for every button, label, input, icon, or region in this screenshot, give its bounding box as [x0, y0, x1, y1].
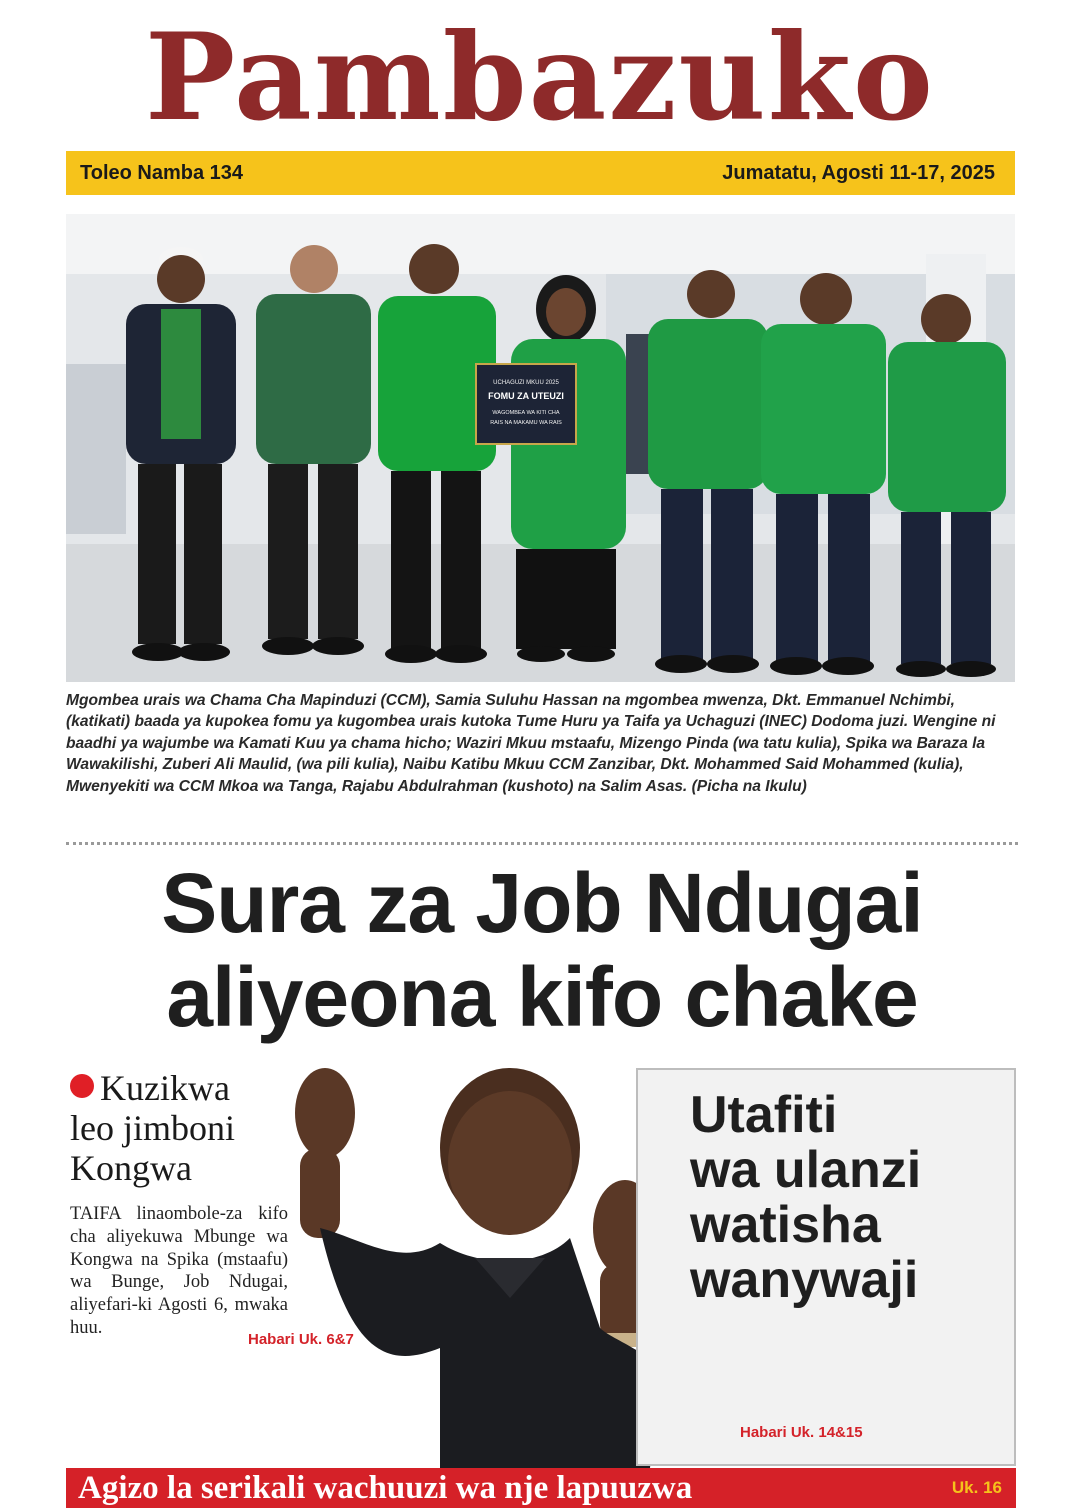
- subhead-line-1: Kuzikwa: [100, 1068, 230, 1108]
- subhead-line-2: leo jimboni: [70, 1108, 235, 1148]
- waving-man-illustration: [280, 1038, 690, 1468]
- story-page-ref: Habari Uk. 6&7: [248, 1331, 354, 1348]
- box-line-3: WAGOMBEA WA KITI CHA: [492, 410, 560, 416]
- issue-date: Jumatatu, Agosti 11-17, 2025: [722, 162, 995, 184]
- side-headline-line-4: wanywaji: [690, 1251, 919, 1309]
- bottom-headline-bar: [66, 1468, 1016, 1508]
- issue-number: Toleo Namba 134: [80, 162, 244, 184]
- subhead-line-3: Kongwa: [70, 1148, 192, 1188]
- side-headline-line-2: wa ulanzi: [690, 1141, 922, 1199]
- group-photo-illustration: [66, 214, 1015, 682]
- headline-line-1: Sura za Job Ndugai: [161, 856, 923, 950]
- side-headline-line-1: Utafiti: [690, 1086, 838, 1144]
- bottom-headline-page-ref: Uk. 16: [951, 1478, 1002, 1497]
- box-line-4: RAIS NA MAKAMU WA RAIS: [490, 420, 562, 426]
- masthead: [0, 7, 1080, 148]
- ndugai-photo: [280, 1038, 690, 1468]
- box-line-2: FOMU ZA UTEUZI: [488, 391, 564, 401]
- nomination-box: [476, 364, 576, 444]
- issue-info-bar: [66, 151, 1015, 195]
- story-body: TAIFA linaombole-za kifo cha aliyekuwa Mbunge wa Kongwa na Spika (mstaafu) wa Bunge, Job Ndugai, aliyefari-ki Agosti 6, mwaka huu.: [70, 1204, 288, 1338]
- bottom-headline: Agizo la serikali wachuuzi wa nje lapuuzwa: [78, 1470, 693, 1506]
- side-story-headline: [690, 1088, 1010, 1308]
- red-bullet-icon: [70, 1074, 94, 1098]
- side-story-page-ref: Habari Uk. 14&15: [740, 1424, 863, 1441]
- photo-caption: Mgombea urais wa Chama Cha Mapinduzi (CCM), Samia Suluhu Hassan na mgombea mwenza, Dkt. Emmanuel Nchimbi, (katikati) baada ya kupokea fomu ya kugombea urais kutoka Tume Huru ya Taifa ya Uchaguzi (INEC) Dodoma juzi. Wengine ni baadhi ya wajumbe wa Kamati Kuu ya chama hicho; Waziri Mkuu mstaafu, Mizengo Pinda (wa tatu kulia), Spika wa Baraza la Wawakilishi, Zuberi Ali Maulid, (wa pili kulia), Naibu Katibu Mkuu CCM Zanzibar, Dkt. Mohammed Said Mohammed (kulia), Mwenyekiti wa CCM Mkoa wa Tanga, Rajabu Abdulrahman (kushoto) na Salim Asas. (Picha na Ikulu): [66, 692, 996, 795]
- masthead-title: Pambazuko: [145, 7, 935, 148]
- main-headline: [66, 856, 1018, 1044]
- dotted-divider: [66, 842, 1018, 845]
- headline-line-2: aliyeona kifo chake: [166, 950, 918, 1044]
- story-subhead: [70, 1068, 295, 1188]
- front-page-photo: [66, 214, 1015, 682]
- box-line-1: UCHAGUZI MKUU 2025: [493, 380, 559, 386]
- side-headline-line-3: watisha: [690, 1196, 881, 1254]
